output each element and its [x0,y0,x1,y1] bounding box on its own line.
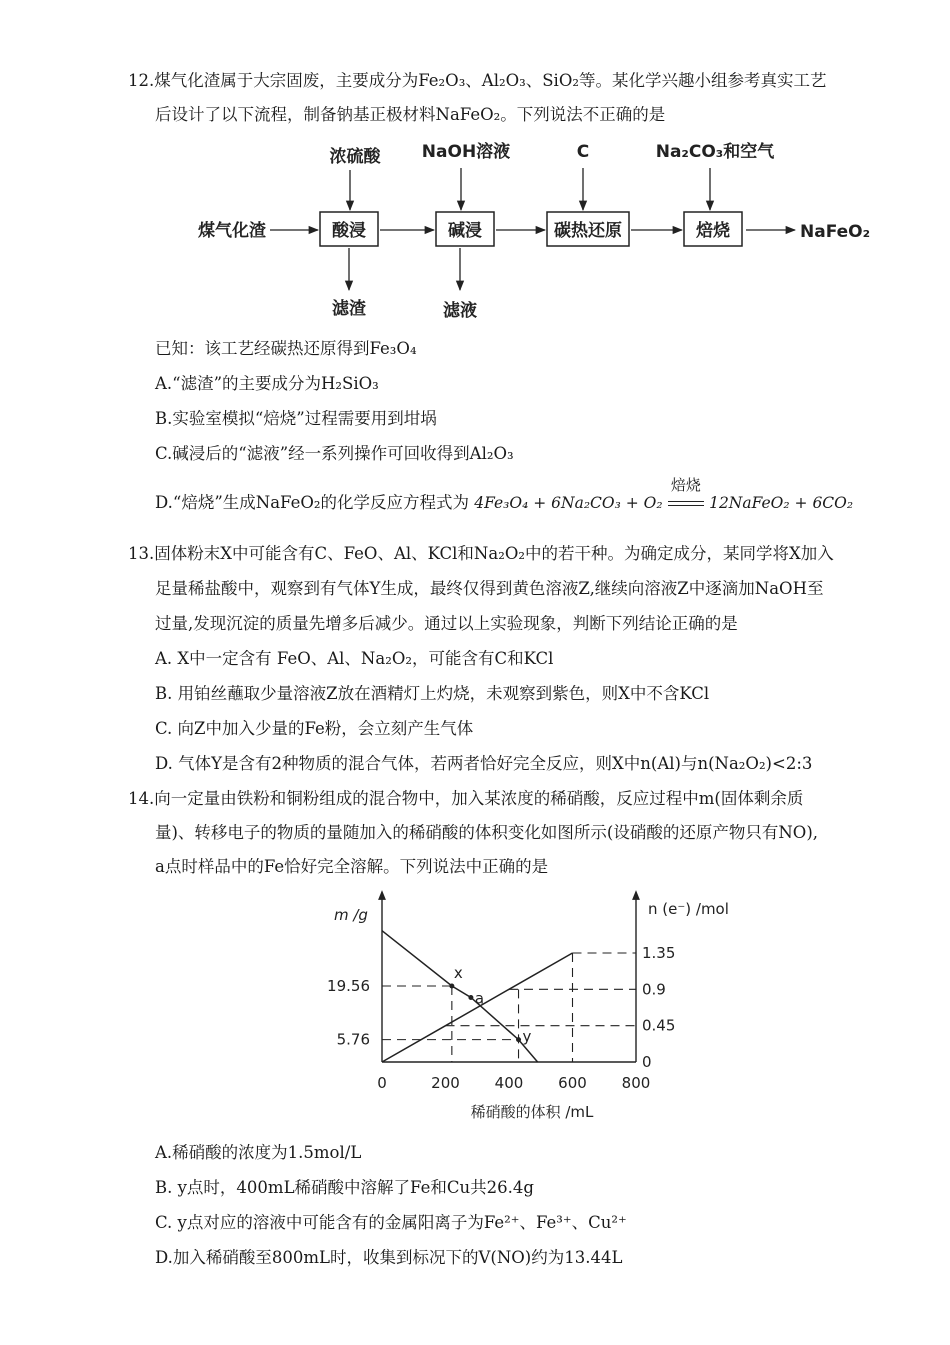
point-label-y: y [522,1027,532,1046]
right-axis-label: n (e⁻) /mol [648,900,729,918]
q12-known: 已知：该工艺经碳热还原得到Fe₃O₄ [155,339,417,358]
q14-stem-line3: a点时样品中的Fe恰好完全溶解。下列说法中正确的是 [155,857,549,876]
q12-option-d [155,476,854,514]
step-acid-leach: 酸浸 [332,221,366,241]
x-axis-label: 稀硝酸的体积 /mL [470,1103,594,1121]
q12-option-d-prefix: D.“焙烧”生成NaFeO₂的化学反应方程式为 [155,493,469,512]
byproduct-residue: 滤渣 [332,299,366,319]
q12-option-d-condition [668,476,704,514]
reagent-na2co3-air: Na₂CO₃和空气 [655,142,775,162]
right-tick-label: 0.9 [642,980,666,999]
flow-output: NaFeO₂ [800,222,871,242]
q13-stem-line3: 过量,发现沉淀的质量先增多后减少。通过以上实验现象，判断下列结论正确的是 [155,614,738,633]
q12-option-a: A.“滤渣”的主要成分为H₂SiO₃ [155,374,379,393]
q13-option-c: C. 向Z中加入少量的Fe粉，会立刻产生气体 [155,719,474,738]
equal-sign [668,501,704,506]
q14-option-a: A.稀硝酸的浓度为1.5mol/L [155,1143,362,1162]
q12-flowchart [180,130,900,325]
left-tick-label: 5.76 [336,1030,370,1049]
q14-chart [300,885,760,1130]
q12-stem-line1: 12.煤气化渣属于大宗固废，主要成分为Fe₂O₃、Al₂O₃、SiO₂等。某化学兴趣小组参考真实工艺 [128,71,827,90]
step-carbothermal: 碳热还原 [554,221,622,241]
right-tick-label: 0 [642,1053,652,1071]
point-x [449,984,454,989]
q13-stem-line1: 13.固体粉末X中可能含有C、FeO、Al、KCl和Na₂O₂中的若干种。为确定成分，某同学将X加入 [128,544,834,563]
q12-option-d-right: 12NaFeO₂ + 6CO₂ [709,494,854,512]
q12-stem-line2: 后设计了以下流程，制备钠基正极材料NaFeO₂。下列说法不正确的是 [155,105,666,124]
left-tick-label: 19.56 [327,977,370,995]
point-label-x: x [453,964,463,982]
left-axis-label: m /g [334,906,368,924]
q12-option-b: B.实验室模拟“焙烧”过程需要用到坩埚 [155,409,437,428]
q12-option-d-left: 4Fe₃O₄ + 6Na₂CO₃ + O₂ [474,494,663,512]
condition-label: 焙烧 [670,476,701,494]
step-alkali-leach: 碱浸 [448,221,482,241]
series-mass-line [382,931,538,1062]
reagent-h2so4: 浓硫酸 [329,147,381,167]
q14-option-d: D.加入稀硝酸至800mL时，收集到标况下的V(NO)约为13.44L [155,1248,623,1267]
q14-stem-line2: 量)、转移电子的物质的量随加入的稀硝酸的体积变化如图所示(设硝酸的还原产物只有NO), [155,823,819,842]
q12-option-c: C.碱浸后的“滤液”经一系列操作可回收得到Al₂O₃ [155,444,514,463]
point-y [516,1037,521,1042]
step-roast: 焙烧 [696,221,730,241]
point-label-a: a [474,989,485,1008]
q13-option-d: D. 气体Y是含有2种物质的混合气体，若两者恰好完全反应，则X中n(Al)与n(Na₂O₂)<2:3 [155,754,813,773]
q13-stem-line2: 足量稀盐酸中，观察到有气体Y生成，最终仅得到黄色溶液Z,继续向溶液Z中逐滴加NaOH至 [155,579,824,598]
q14-stem-line1: 14.向一定量由铁粉和铜粉组成的混合物中，加入某浓度的稀硝酸，反应过程中m(固体剩余质 [128,789,804,808]
q13-option-a: A. X中一定含有 FeO、Al、Na₂O₂，可能含有C和KCl [155,649,554,668]
x-tick-label: 0 [377,1074,387,1092]
q14-option-b: B. y点时，400mL稀硝酸中溶解了Fe和Cu共26.4g [155,1178,534,1197]
right-tick-label: 1.35 [642,944,676,962]
right-tick-label: 0.45 [642,1016,676,1035]
x-tick-label: 800 [621,1074,651,1092]
byproduct-filtrate: 滤液 [443,301,477,321]
reagent-c: C [576,142,590,162]
q13-option-b: B. 用铂丝蘸取少量溶液Z放在酒精灯上灼烧，未观察到紫色，则X中不含KCl [155,684,710,703]
reagent-naoh: NaOH溶液 [421,142,511,162]
point-a [468,995,473,1000]
x-tick-label: 600 [558,1074,587,1092]
x-tick-label: 200 [431,1074,460,1092]
x-tick-label: 400 [494,1074,524,1092]
q14-option-c: C. y点对应的溶液中可能含有的金属阳离子为Fe²⁺、Fe³⁺、Cu²⁺ [155,1213,627,1232]
flow-input: 煤气化渣 [198,221,266,241]
